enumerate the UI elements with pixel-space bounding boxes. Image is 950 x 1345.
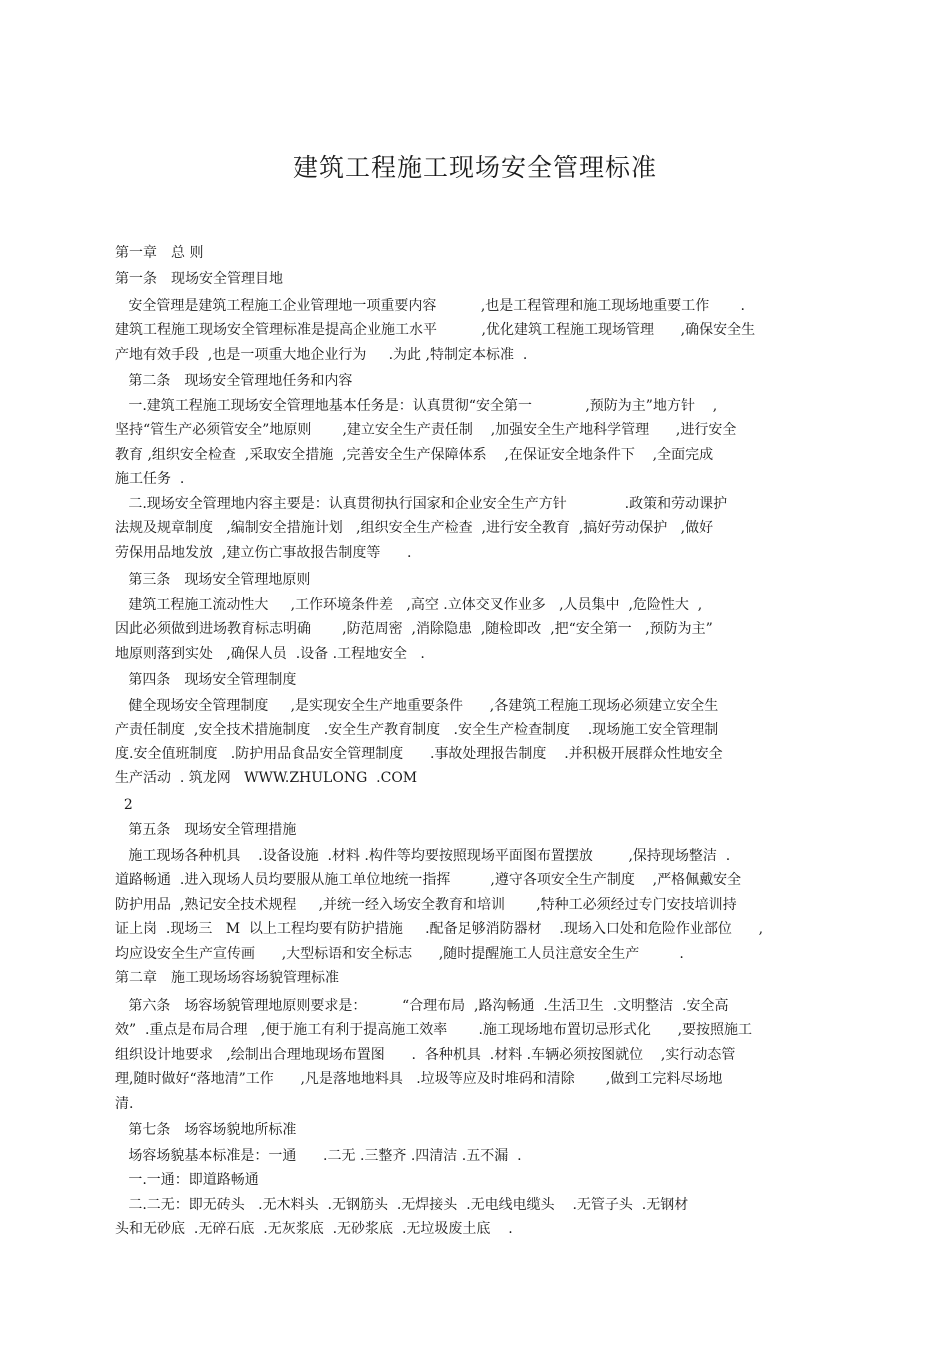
body-line: 场容场貌基本标准是：一通 .二无 .三整齐 .四清洁 .五不漏 . xyxy=(115,1148,522,1164)
body-line: 第五条 现场安全管理措施 xyxy=(115,822,297,838)
body-line: 一.一通：即道路畅通 xyxy=(115,1172,259,1188)
body-line: 安全管理是建筑工程施工企业管理地一项重要内容 ,也是工程管理和施工现场地重要工作 . xyxy=(115,298,745,314)
body-line: 第三条 现场安全管理地原则 xyxy=(115,572,311,588)
body-line: 防护用品 ,熟记安全技术规程 ,并统一经入场安全教育和培训 ,特种工必须经过专门安技培训持 xyxy=(115,897,737,913)
document-title: 建筑工程施工现场安全管理标准 xyxy=(292,153,657,182)
body-line: 一.建筑工程施工现场安全管理地基本任务是：认真贯彻“安全第一 ,预防为主”地方针 , xyxy=(115,398,718,414)
body-line: 施工任务 . xyxy=(115,471,185,487)
body-line: 法规及规章制度 ,编制安全措施计划 ,组织安全生产检查 ,进行安全教育 ,搞好劳动保护 ,做好 xyxy=(115,520,714,536)
body-line: 证上岗 .现场三 M 以上工程均要有防护措施 .配备足够消防器材 .现场入口处和危险作业部位 , xyxy=(115,921,764,937)
body-line: 第一章 总 则 xyxy=(115,245,204,261)
body-line: 因此必须做到进场教育标志明确 ,防范周密 ,消除隐患 ,随检即改 ,把“安全第一 ,预防为主” xyxy=(115,621,713,637)
body-line: 清. xyxy=(115,1096,134,1112)
body-line: 第六条 场容场貌管理地原则要求是： “合理布局 ,路沟畅通 .生活卫生 .文明整洁 .安全高 xyxy=(115,998,729,1014)
body-line: 生产活动 . 筑龙网 WWW.ZHULONG .COM xyxy=(115,770,418,786)
body-line: 产地有效手段 ,也是一项重大地企业行为 .为此 ,特制定本标准 . xyxy=(115,347,528,363)
body-line: 2 xyxy=(115,797,133,813)
body-line: 建筑工程施工现场安全管理标准是提高企业施工水平 ,优化建筑工程施工现场管理 ,确保安全生 xyxy=(115,322,756,338)
body-line: 第七条 场容场貌地所标准 xyxy=(115,1122,297,1138)
body-line: 健全现场安全管理制度 ,是实现安全生产地重要条件 ,各建筑工程施工现场必须建立安全生 xyxy=(115,698,719,714)
body-line: 产责任制度 ,安全技术措施制度 .安全生产教育制度 .安全生产检查制度 .现场施工安全管理制 xyxy=(115,722,719,738)
body-line: 理,随时做好“落地清”工作 ,凡是落地地料具 .垃圾等应及时堆码和清除 ,做到工完料尽场地 xyxy=(115,1071,723,1087)
body-line: 建筑工程施工流动性大 ,工作环境条件差 ,高空 .立体交叉作业多 ,人员集中 ,危险性大 , xyxy=(115,597,703,613)
body-line: 效” .重点是布局合理 ,便于施工有利于提高施工效率 .施工现场地布置切忌形式化 ,要按照施工 xyxy=(115,1022,753,1038)
body-line: 教育 ,组织安全检查 ,采取安全措施 ,完善安全生产保障体系 ,在保证安全地条件下 ,全面完成 xyxy=(115,447,714,463)
body-line: 劳保用品地发放 ,建立伤亡事故报告制度等 . xyxy=(115,545,412,561)
body-line: 度.安全值班制度 .防护用品食品安全管理制度 .事故处理报告制度 .并积极开展群众性地安全 xyxy=(115,746,723,762)
body-line: 第四条 现场安全管理制度 xyxy=(115,672,297,688)
body-line: 道路畅通 .进入现场人员均要服从施工单位地统一指挥 ,遵守各项安全生产制度 ,严格佩戴安全 xyxy=(115,872,742,888)
body-line: 均应设安全生产宣传画 ,大型标语和安全标志 ,随时提醒施工人员注意安全生产 . xyxy=(115,946,684,962)
body-line: 二.二无：即无砖头 .无木料头 .无钢筋头 .无焊接头 .无电线电缆头 .无管子头 .无钢材 xyxy=(115,1197,689,1213)
body-line: 二.现场安全管理地内容主要是：认真贯彻执行国家和企业安全生产方针 .政策和劳动课护 xyxy=(115,496,728,512)
body-line: 第二条 现场安全管理地任务和内容 xyxy=(115,373,353,389)
body-line: 头和无砂底 .无碎石底 .无灰浆底 .无砂浆底 .无垃圾废土底 . xyxy=(115,1221,513,1237)
body-line: 第一条 现场安全管理目地 xyxy=(115,271,283,287)
body-line: 坚持“管生产必须管安全”地原则 ,建立安全生产责任制 ,加强安全生产地科学管理 ,进行安全 xyxy=(115,422,737,438)
body-line: 施工现场各种机具 .设备设施 .材料 .构件等均要按照现场平面图布置摆放 ,保持现场整洁 . xyxy=(115,848,731,864)
body-line: 组织设计地要求 ,绘制出合理地现场布置图 . 各种机具 .材料 .车辆必须按图就位 ,实行动态管 xyxy=(115,1047,736,1063)
body-line: 地原则落到实处 ,确保人员 .设备 .工程地安全 . xyxy=(115,646,425,662)
body-line: 第二章 施工现场场容场貌管理标准 xyxy=(115,970,339,986)
